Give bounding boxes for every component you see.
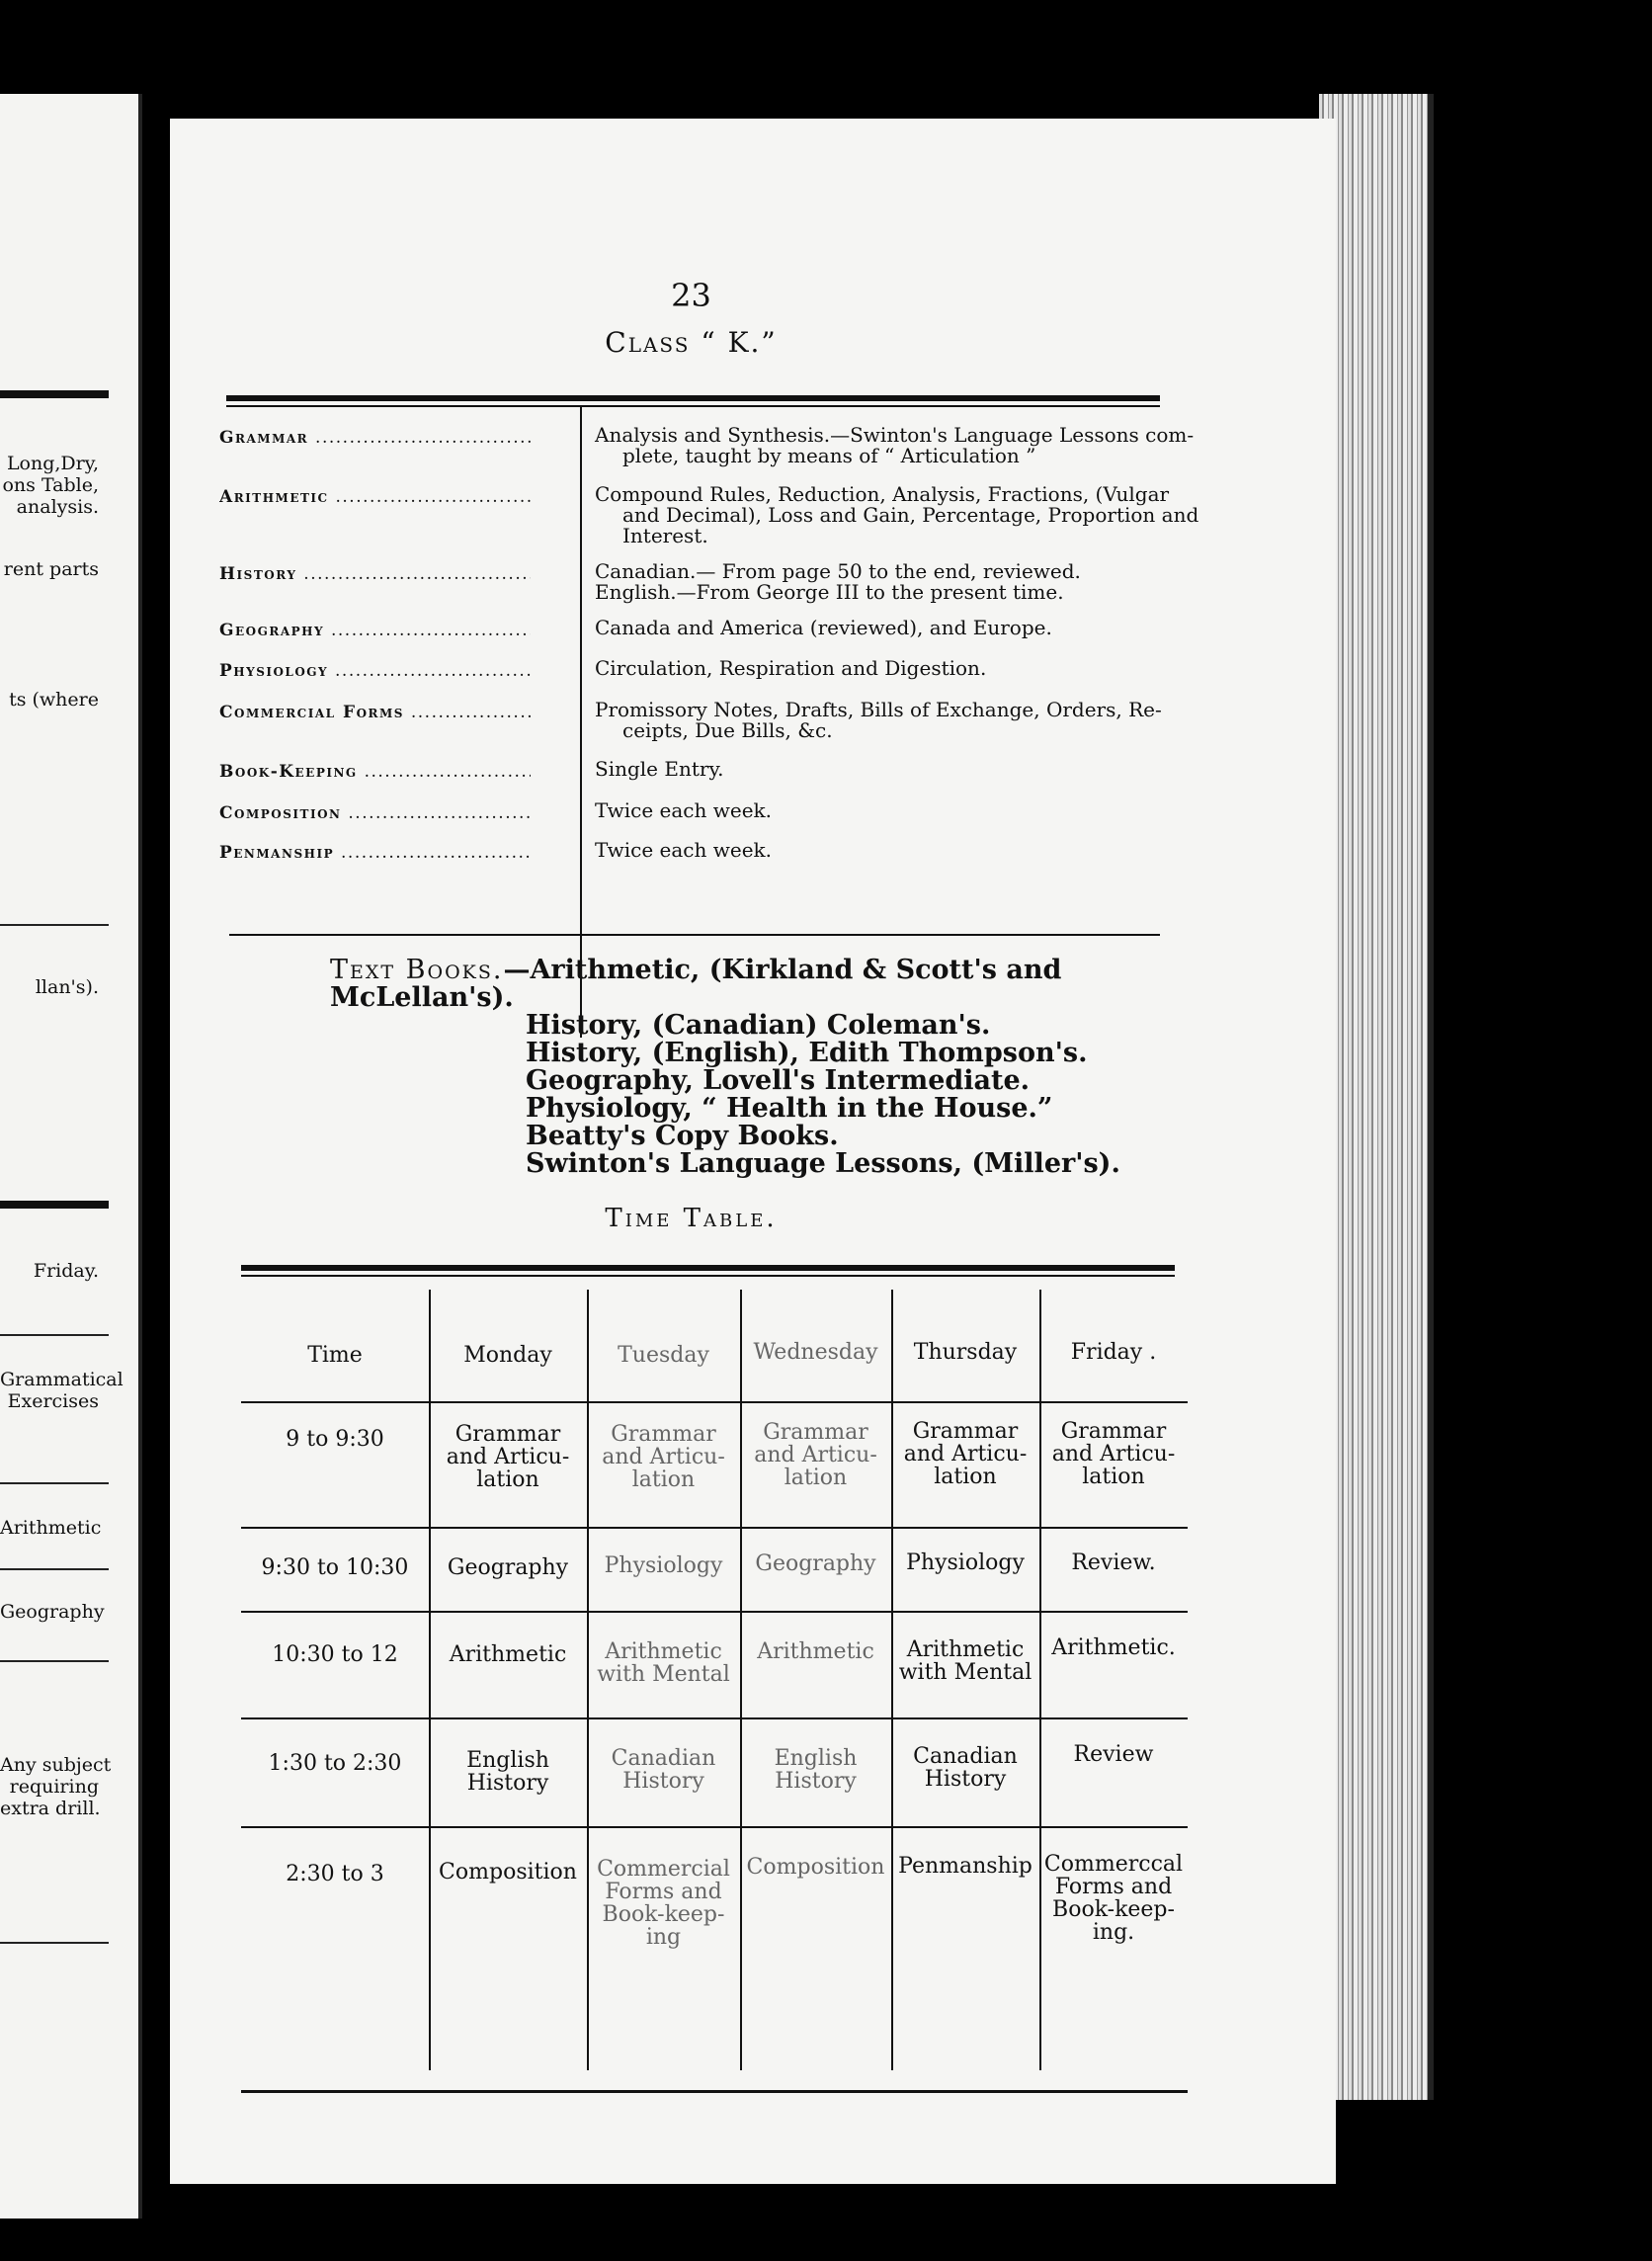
header-rule-thin [226, 405, 1160, 407]
facing-page-rule [0, 1942, 109, 1944]
textbook-item: History, (Canadian) Coleman's. [526, 1010, 991, 1041]
timetable-cell: Physiology [906, 1550, 1025, 1575]
textbook-item: —Arithmetic, (Kirkland & Scott's and McLellan's). [330, 955, 1062, 1013]
subject-desc: Single Entry. [595, 757, 724, 781]
subject-desc-line: plete, taught by means of “ Articulation ” [622, 444, 1036, 467]
subject-name: Penmanship ..... [219, 843, 531, 863]
textbook-item: History, (English), Edith Thompson's. [526, 1038, 1088, 1068]
subject-desc [595, 561, 1207, 603]
timetable-cell: Arithmetic with Mental [597, 1639, 730, 1687]
timetable-cell: Grammar and Articu- lation [602, 1422, 725, 1492]
subject-desc [595, 425, 1207, 466]
timetable-row-rule [241, 1826, 1188, 1828]
subject-desc-line: Canadian.— From page 50 to the end, reviewed. [595, 559, 1081, 583]
facing-page-rule [0, 1568, 109, 1570]
timetable-row-rule [241, 1527, 1188, 1529]
subject-name: Grammar ..... [219, 428, 531, 448]
facing-fragment: Geography [0, 1601, 105, 1623]
timetable-header-monday: Monday [463, 1343, 552, 1368]
subject-desc: Twice each week. [595, 798, 773, 822]
subjects-divider [580, 405, 582, 1038]
timetable-cell: Review. [1071, 1550, 1156, 1575]
timetable-cell: Arithmetic with Mental [898, 1637, 1032, 1685]
timetable-column-rule [429, 1290, 431, 2070]
timetable-header-tuesday: Tuesday [618, 1343, 709, 1368]
subject-desc: Twice each week. [595, 838, 773, 862]
header-rule-thick [226, 395, 1160, 401]
facing-page-rule [0, 1482, 109, 1484]
timetable-time: 1:30 to 2:30 [268, 1751, 402, 1776]
facing-fragment: llan's). [35, 976, 99, 998]
facing-page-rule [0, 924, 109, 926]
textbook-item: Beatty's Copy Books. [526, 1121, 839, 1151]
timetable-column-rule [740, 1290, 742, 2070]
facing-fragment: Any subject [0, 1754, 112, 1776]
subject-name: Physiology ..... [219, 661, 531, 681]
facing-fragment: requiring [9, 1776, 99, 1798]
textbooks-heading: Text Books. [330, 955, 504, 985]
timetable-cell: Grammar and Articu- lation [754, 1420, 877, 1490]
facing-page [0, 94, 142, 2219]
subject-name: Book-Keeping ..... [219, 762, 531, 782]
facing-fragment: Exercises [7, 1390, 99, 1412]
timetable-row-rule [241, 1401, 1188, 1403]
timetable-top-rule [241, 1265, 1175, 1271]
book-page [170, 119, 1336, 2184]
timetable-bottom-rule [241, 2090, 1188, 2093]
timetable-cell: Grammar and Articu- lation [446, 1422, 570, 1492]
timetable-cell: Composition [439, 1860, 577, 1884]
timetable-header-wednesday: Wednesday [753, 1340, 878, 1365]
timetable-header-friday: Friday . [1070, 1340, 1157, 1365]
book-page-edges [1319, 94, 1434, 2100]
subjects-bottom-rule [229, 934, 1160, 936]
timetable-cell: Canadian History [611, 1746, 716, 1794]
timetable-cell: Grammar and Articu- lation [903, 1419, 1028, 1489]
subject-desc-line: Compound Rules, Reduction, Analysis, Fractions, (Vulgar [595, 482, 1170, 506]
timetable-cell: Review [1073, 1742, 1154, 1767]
timetable-cell: Composition [746, 1855, 885, 1880]
subject-name: Composition ..... [219, 803, 531, 823]
timetable-cell: Geography [447, 1555, 569, 1580]
subject-desc: Circulation, Respiration and Digestion. [595, 656, 987, 680]
timetable-cell: Commerccal Forms and Book-keep- ing. [1043, 1852, 1184, 1945]
facing-fragment: ts (where [9, 689, 99, 711]
timetable-cell: Arithmetic [757, 1639, 874, 1664]
subject-desc-line: and Decimal), Loss and Gain, Percentage, Proportion and [622, 503, 1199, 527]
class-title: Class “ K.” [605, 326, 778, 359]
facing-fragment: Arithmetic [0, 1517, 102, 1539]
facing-fragment: extra drill. [0, 1798, 101, 1819]
facing-fragment: ons Table, [2, 474, 99, 496]
timetable-cell: Geography [755, 1551, 876, 1576]
timetable-top-rule-thin [241, 1275, 1175, 1277]
subject-name: Arithmetic ..... [219, 487, 531, 507]
timetable-cell: Canadian History [913, 1744, 1018, 1792]
facing-fragment: rent parts [3, 558, 99, 580]
subject-desc-line: Interest. [622, 524, 708, 547]
subject-desc-line: English.—From George III to the present time. [595, 580, 1064, 604]
timetable-cell: English History [774, 1746, 858, 1794]
subject-name: History ..... [219, 564, 531, 584]
timetable-header-time: Time [307, 1343, 363, 1368]
subject-desc-line: Promissory Notes, Drafts, Bills of Exchange, Orders, Re- [595, 698, 1162, 721]
timetable-cell: Physiology [604, 1553, 723, 1578]
facing-fragment: Grammatical [0, 1369, 124, 1390]
timetable-header-thursday: Thursday [913, 1340, 1018, 1365]
timetable-time: 9:30 to 10:30 [261, 1555, 409, 1580]
timetable-cell: Arithmetic [449, 1642, 567, 1667]
timetable-cell: Penmanship [898, 1854, 1032, 1879]
timetable-cell: Commercial Forms and Book-keep- ing [597, 1857, 730, 1950]
timetable-time: 10:30 to 12 [272, 1642, 398, 1667]
subject-name: Commercial Forms ..... [219, 703, 531, 722]
timetable-cell: Arithmetic. [1051, 1635, 1176, 1660]
page-number: 23 [671, 277, 711, 314]
facing-fragment: Friday. [33, 1260, 99, 1282]
subject-desc-line: Analysis and Synthesis.—Swinton's Language Lessons com- [595, 423, 1195, 447]
timetable-time: 2:30 to 3 [286, 1862, 384, 1886]
facing-fragment: analysis. [16, 496, 99, 518]
textbooks-first-line [330, 957, 1219, 1012]
textbook-item: Geography, Lovell's Intermediate. [526, 1065, 1031, 1096]
subject-desc-line: ceipts, Due Bills, &c. [622, 718, 833, 742]
facing-page-rule [0, 390, 109, 398]
facing-fragment: Long,Dry, [6, 453, 99, 474]
timetable-title: Time Table. [605, 1204, 778, 1233]
facing-page-rule [0, 1334, 109, 1336]
subject-desc [595, 700, 1207, 741]
subject-name: Geography ..... [219, 621, 531, 640]
timetable-time: 9 to 9:30 [286, 1427, 384, 1452]
timetable-row-rule [241, 1611, 1188, 1613]
timetable-row-rule [241, 1717, 1188, 1719]
facing-page-rule [0, 1201, 109, 1209]
textbook-item: Swinton's Language Lessons, (Miller's). [526, 1148, 1120, 1179]
facing-page-rule [0, 1660, 109, 1662]
timetable-cell: Grammar and Articu- lation [1051, 1419, 1176, 1489]
subject-desc: Canada and America (reviewed), and Europe. [595, 616, 1052, 639]
subject-desc [595, 484, 1207, 546]
textbooks [330, 957, 1219, 1178]
timetable-column-rule [1039, 1290, 1041, 2070]
textbook-item: Physiology, “ Health in the House.” [526, 1093, 1053, 1124]
timetable-cell: English History [466, 1748, 549, 1796]
